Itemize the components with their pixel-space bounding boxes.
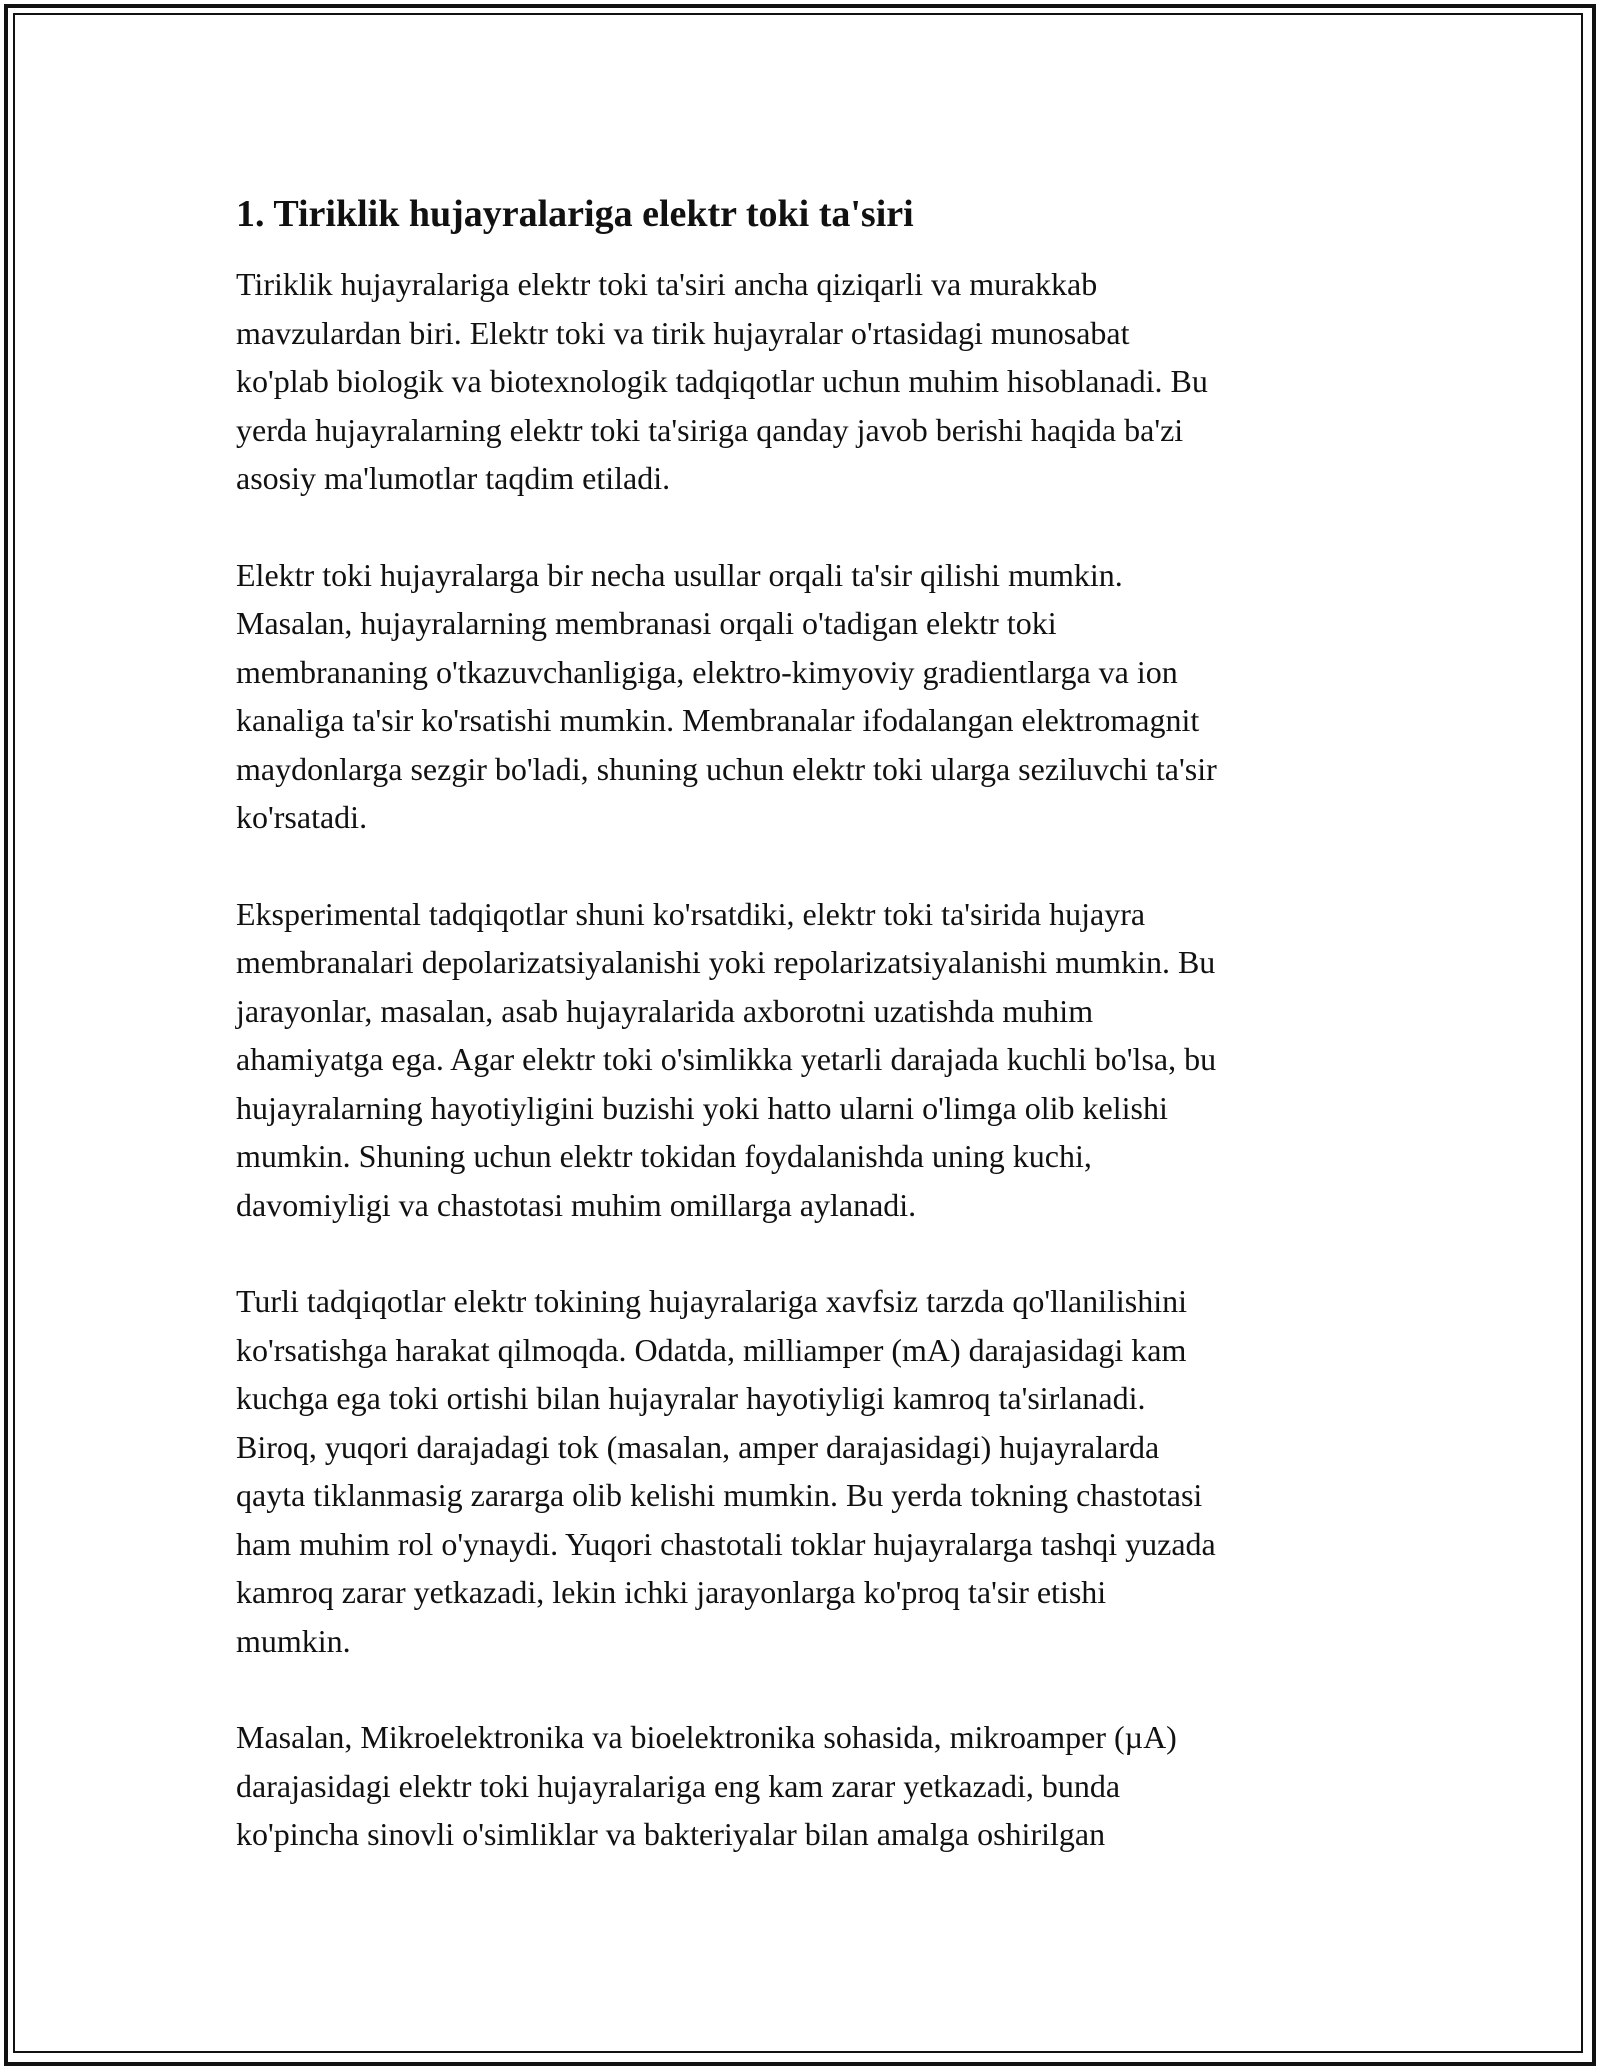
paragraph-line: mumkin. [236,1622,351,1659]
paragraph-line: membrananing o'tkazuvchanligiga, elektro-kimyoviy gradientlarga va ion [236,653,1178,690]
paragraph-line: Turli tadqiqotlar elektr tokining hujayralariga xavfsiz tarzda qo'llanilishini [236,1283,1188,1319]
paragraph-line: ko'rsatadi. [236,799,368,835]
paragraph-line: Tiriklik hujayralariga elektr toki ta'siri ancha qiziqarli va murakkab [236,266,1098,302]
paragraph-line: kanaliga ta'sir ko'rsatishi mumkin. Membranalar ifodalangan elektromagnit [236,702,1200,738]
document-body [236,188,1386,1907]
paragraph-line: Eksperimental tadqiqotlar shuni ko'rsatdiki, elektr toki ta'sirida hujayra [236,895,1146,932]
paragraph-3 [236,890,1386,1230]
paragraph-line: mavzulardan biri. Elektr toki va tirik hujayralar o'rtasidagi munosabat [236,314,1130,351]
section-heading: 1. Tiriklik hujayralariga elektr toki ta'siri [236,193,914,235]
paragraph-line: ko'pincha sinovli o'simliklar va bakteriyalar bilan amalga oshirilgan [236,1816,1106,1852]
paragraph-line: ko'rsatishga harakat qilmoqda. Odatda, milliamper (mA) darajasidagi kam [236,1331,1187,1368]
paragraph-line: yerda hujayralarning elektr toki ta'siriga qanday javob berishi haqida ba'zi [236,411,1184,448]
paragraph-4 [236,1277,1386,1665]
paragraph-line: ko'plab biologik va biotexnologik tadqiqotlar uchun muhim hisoblanadi. Bu [236,363,1208,399]
paragraph-line: Masalan, Mikroelektronika va bioelektronika sohasida, mikroamper (µA) [236,1719,1177,1755]
paragraph-line: qayta tiklanmasig zararga olib kelishi mumkin. Bu yerda tokning chastotasi [236,1477,1203,1513]
paragraph-line: Masalan, hujayralarning membranasi orqali o'tadigan elektr toki [236,605,1057,641]
paragraph-line: jarayonlar, masalan, asab hujayralarida axborotni uzatishda muhim [236,992,1094,1029]
paragraph-line: darajasidagi elektr toki hujayralariga eng kam zarar yetkazadi, bunda [236,1767,1121,1804]
paragraph-line: ham muhim rol o'ynaydi. Yuqori chastotali toklar hujayralarga tashqi yuzada [236,1525,1216,1562]
paragraph-line: mumkin. Shuning uchun elektr tokidan foydalanishda uning kuchi, [236,1138,1092,1174]
paragraph-line: membranalari depolarizatsiyalanishi yoki repolarizatsiyalanishi mumkin. Bu [236,944,1216,980]
paragraph-line: kuchga ega toki ortishi bilan hujayralar hayotiyligi kamroq ta'sirlanadi. [236,1380,1146,1416]
paragraph-line: kamroq zarar yetkazadi, lekin ichki jarayonlarga ko'proq ta'sir etishi [236,1574,1107,1610]
paragraph-line: ahamiyatga ega. Agar elektr toki o'simlikka yetarli darajada kuchli bo'lsa, bu [236,1041,1217,1077]
paragraph-5 [236,1713,1386,1859]
paragraph-line: Elektr toki hujayralarga bir necha usullar orqali ta'sir qilishi mumkin. [236,556,1123,593]
paragraph-2 [236,551,1386,842]
paragraph-line: Biroq, yuqori darajadagi tok (masalan, amper darajasidagi) hujayralarda [236,1428,1160,1465]
paragraph-line: davomiyligi va chastotasi muhim omillarga aylanadi. [236,1186,917,1223]
paragraph-1 [236,260,1386,503]
paragraph-line: maydonlarga sezgir bo'ladi, shuning uchun elektr toki ularga seziluvchi ta'sir [236,750,1217,787]
paragraph-line: hujayralarning hayotiyligini buzishi yoki hatto ularni o'limga olib kelishi [236,1089,1168,1126]
paragraph-line: asosiy ma'lumotlar taqdim etiladi. [236,460,671,496]
